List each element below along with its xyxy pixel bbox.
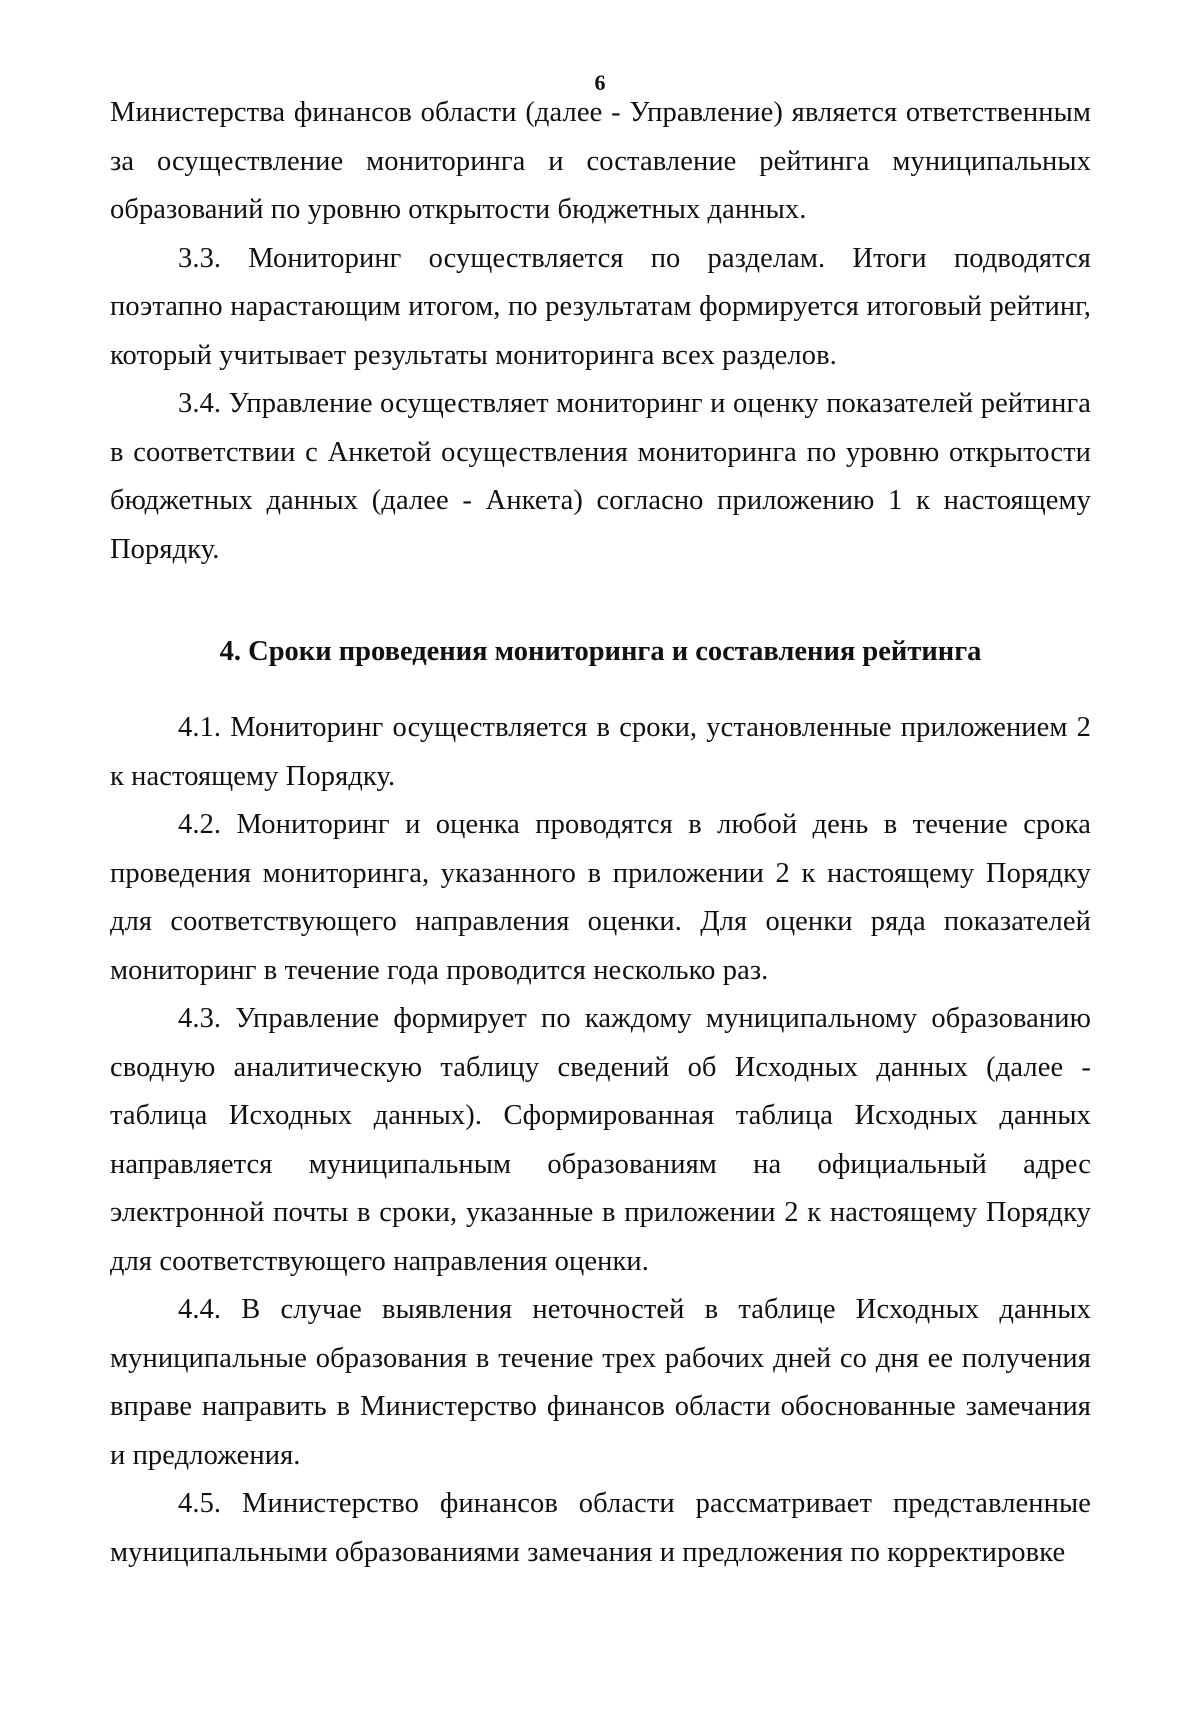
page-number: 6	[594, 70, 606, 95]
section-4-heading: 4. Сроки проведения мониторинга и составления рейтинга	[219, 636, 982, 667]
paragraph-4-2: 4.2. Мониторинг и оценка проводятся в любой день в течение срока проведения мониторинга, указанного в приложении 2 к настоящему Порядку для соответствующего направления оценки. Для оценки ряда показателей мониторинг в течение года проводится несколько раз.	[110, 809, 1091, 986]
paragraph-3-2-continuation: Министерства финансов области (далее - Управление) является ответственным за осуществление мониторинга и составление рейтинга муниципальных образований по уровню открытости бюджетных данных.	[110, 97, 1091, 225]
section-4-body	[110, 704, 1091, 1577]
paragraph-3-4: 3.4. Управление осуществляет мониторинг и оценку показателей рейтинга в соответствии с Анкетой осуществления мониторинга по уровню открытости бюджетных данных (далее - Анкета) согласно приложению 1 к настоящему Порядку.	[110, 388, 1091, 565]
section-3-continuation	[110, 89, 1091, 574]
paragraph-4-1: 4.1. Мониторинг осуществляется в сроки, установленные приложением 2 к настоящему Порядку.	[110, 712, 1091, 792]
paragraph-4-4: 4.4. В случае выявления неточностей в таблице Исходных данных муниципальные образования в течение трех рабочих дней со дня ее получения вправе направить в Министерство финансов области обоснованные замечания и предложения.	[110, 1294, 1091, 1471]
paragraph-4-5: 4.5. Министерство финансов области рассматривает представленные муниципальными образованиями замечания и предложения по корректировке	[110, 1488, 1091, 1568]
paragraph-4-3: 4.3. Управление формирует по каждому муниципальному образованию сводную аналитическую таблицу сведений об Исходных данных (далее - таблица Исходных данных). Сформированная таблица Исходных данных направляется муниципальным образованиям на официальный адрес электронной почты в сроки, указанные в приложении 2 к настоящему Порядку для соответствующего направления оценки.	[110, 1003, 1091, 1277]
paragraph-3-3: 3.3. Мониторинг осуществляется по разделам. Итоги подводятся поэтапно нарастающим итогом, по результатам формируется итоговый рейтинг, который учитывает результаты мониторинга всех разделов.	[110, 242, 1091, 371]
